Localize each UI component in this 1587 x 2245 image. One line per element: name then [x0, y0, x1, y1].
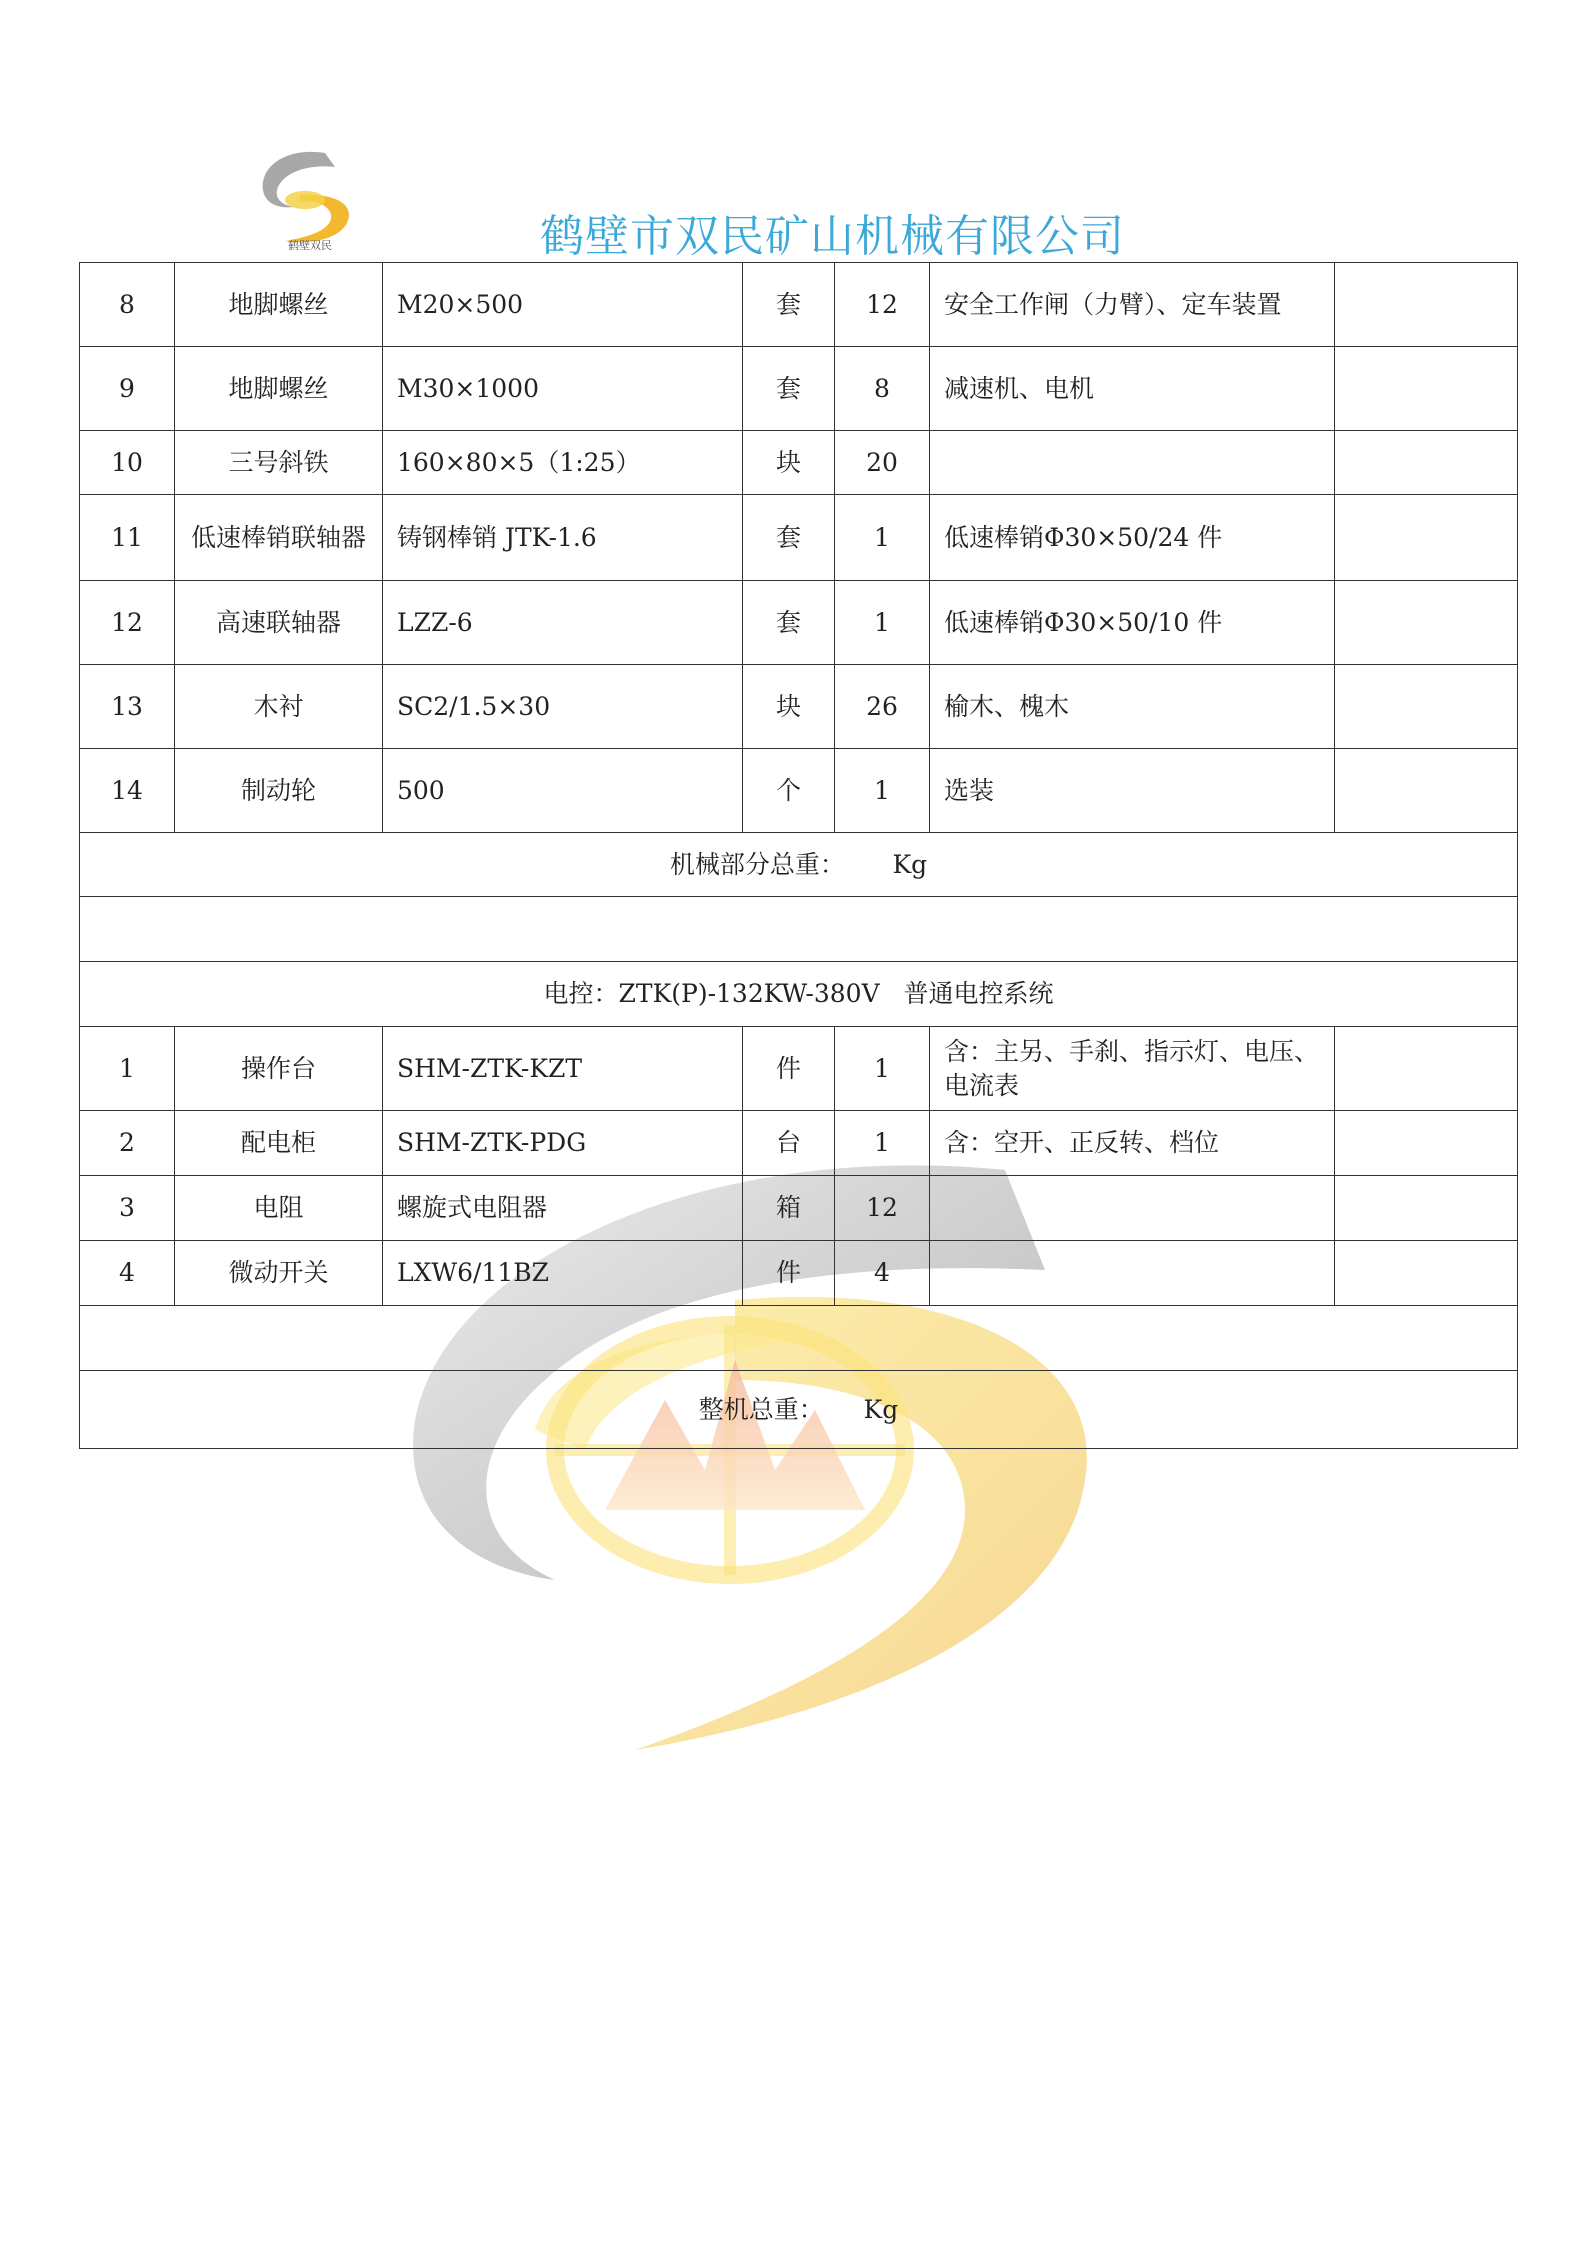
cell-name: 地脚螺丝 [175, 263, 383, 347]
cell-no: 4 [80, 1241, 175, 1306]
company-name: 鹤壁市双民矿山机械有限公司 [540, 211, 1125, 262]
total-row [80, 1371, 1518, 1449]
cell-note: 安全工作闸（力臂）、定车装置 [930, 263, 1335, 347]
cell-extra [1335, 1111, 1518, 1176]
cell-note [930, 1241, 1335, 1306]
blank-cell [80, 1306, 1518, 1371]
cell-unit: 套 [743, 347, 835, 431]
cell-unit: 件 [743, 1241, 835, 1306]
cell-extra [1335, 1027, 1518, 1111]
cell-spec: SHM-ZTK-KZT [383, 1027, 743, 1111]
elec-title-row [80, 962, 1518, 1027]
table-row [80, 749, 1518, 833]
table-row [80, 431, 1518, 495]
cell-name: 配电柜 [175, 1111, 383, 1176]
table-row [80, 665, 1518, 749]
elec-title: 电控：ZTK(P)-132KW-380V 普通电控系统 [80, 962, 1518, 1027]
cell-qty: 1 [835, 749, 930, 833]
cell-no: 12 [80, 581, 175, 665]
cell-unit: 套 [743, 581, 835, 665]
cell-spec: M30×1000 [383, 347, 743, 431]
cell-extra [1335, 1176, 1518, 1241]
cell-extra [1335, 431, 1518, 495]
cell-name: 木衬 [175, 665, 383, 749]
table-row [80, 347, 1518, 431]
cell-name: 微动开关 [175, 1241, 383, 1306]
table-row [80, 1241, 1518, 1306]
table-row [80, 1176, 1518, 1241]
cell-unit: 块 [743, 665, 835, 749]
cell-spec: 螺旋式电阻器 [383, 1176, 743, 1241]
cell-unit: 件 [743, 1027, 835, 1111]
cell-extra [1335, 347, 1518, 431]
blank-row [80, 897, 1518, 962]
cell-no: 9 [80, 347, 175, 431]
cell-no: 2 [80, 1111, 175, 1176]
cell-name: 制动轮 [175, 749, 383, 833]
cell-unit: 块 [743, 431, 835, 495]
cell-unit: 台 [743, 1111, 835, 1176]
cell-note [930, 431, 1335, 495]
cell-name: 低速棒销联轴器 [175, 495, 383, 581]
table-row [80, 1111, 1518, 1176]
cell-qty: 4 [835, 1241, 930, 1306]
cell-qty: 1 [835, 495, 930, 581]
cell-qty: 8 [835, 347, 930, 431]
cell-extra [1335, 1241, 1518, 1306]
cell-note: 选装 [930, 749, 1335, 833]
cell-extra [1335, 263, 1518, 347]
cell-qty: 12 [835, 263, 930, 347]
cell-qty: 1 [835, 1111, 930, 1176]
cell-note: 减速机、电机 [930, 347, 1335, 431]
cell-extra [1335, 749, 1518, 833]
cell-spec: LXW6/11BZ [383, 1241, 743, 1306]
cell-name: 三号斜铁 [175, 431, 383, 495]
cell-spec: SC2/1.5×30 [383, 665, 743, 749]
mech-total: 机械部分总重： Kg [80, 833, 1518, 897]
cell-qty: 12 [835, 1176, 930, 1241]
table-row [80, 263, 1518, 347]
cell-note: 低速棒销Φ30×50/24 件 [930, 495, 1335, 581]
blank-row [80, 1306, 1518, 1371]
cell-extra [1335, 665, 1518, 749]
cell-unit: 套 [743, 263, 835, 347]
cell-name: 操作台 [175, 1027, 383, 1111]
cell-extra [1335, 581, 1518, 665]
parts-table [79, 262, 1518, 1449]
cell-note [930, 1176, 1335, 1241]
cell-note: 榆木、槐木 [930, 665, 1335, 749]
cell-spec: LZZ-6 [383, 581, 743, 665]
logo-text: 鹤壁双民 [288, 239, 332, 250]
cell-unit: 套 [743, 495, 835, 581]
cell-no: 1 [80, 1027, 175, 1111]
cell-qty: 1 [835, 581, 930, 665]
cell-no: 13 [80, 665, 175, 749]
blank-cell [80, 897, 1518, 962]
cell-spec: 铸钢棒销 JTK-1.6 [383, 495, 743, 581]
table-row [80, 1027, 1518, 1111]
cell-qty: 20 [835, 431, 930, 495]
cell-no: 8 [80, 263, 175, 347]
cell-unit: 箱 [743, 1176, 835, 1241]
cell-no: 3 [80, 1176, 175, 1241]
cell-unit: 个 [743, 749, 835, 833]
table-row [80, 581, 1518, 665]
cell-note: 含：主另、手刹、指示灯、电压、电流表 [930, 1027, 1335, 1111]
mech-total-row [80, 833, 1518, 897]
cell-qty: 26 [835, 665, 930, 749]
cell-no: 11 [80, 495, 175, 581]
cell-no: 14 [80, 749, 175, 833]
cell-spec: SHM-ZTK-PDG [383, 1111, 743, 1176]
cell-spec: 160×80×5（1:25） [383, 431, 743, 495]
cell-name: 高速联轴器 [175, 581, 383, 665]
company-logo [255, 145, 365, 250]
cell-spec: M20×500 [383, 263, 743, 347]
cell-spec: 500 [383, 749, 743, 833]
cell-no: 10 [80, 431, 175, 495]
cell-name: 电阻 [175, 1176, 383, 1241]
table-row [80, 495, 1518, 581]
cell-extra [1335, 495, 1518, 581]
total-weight: 整机总重： Kg [80, 1371, 1518, 1449]
cell-name: 地脚螺丝 [175, 347, 383, 431]
cell-qty: 1 [835, 1027, 930, 1111]
cell-note: 低速棒销Φ30×50/10 件 [930, 581, 1335, 665]
cell-note: 含：空开、正反转、档位 [930, 1111, 1335, 1176]
